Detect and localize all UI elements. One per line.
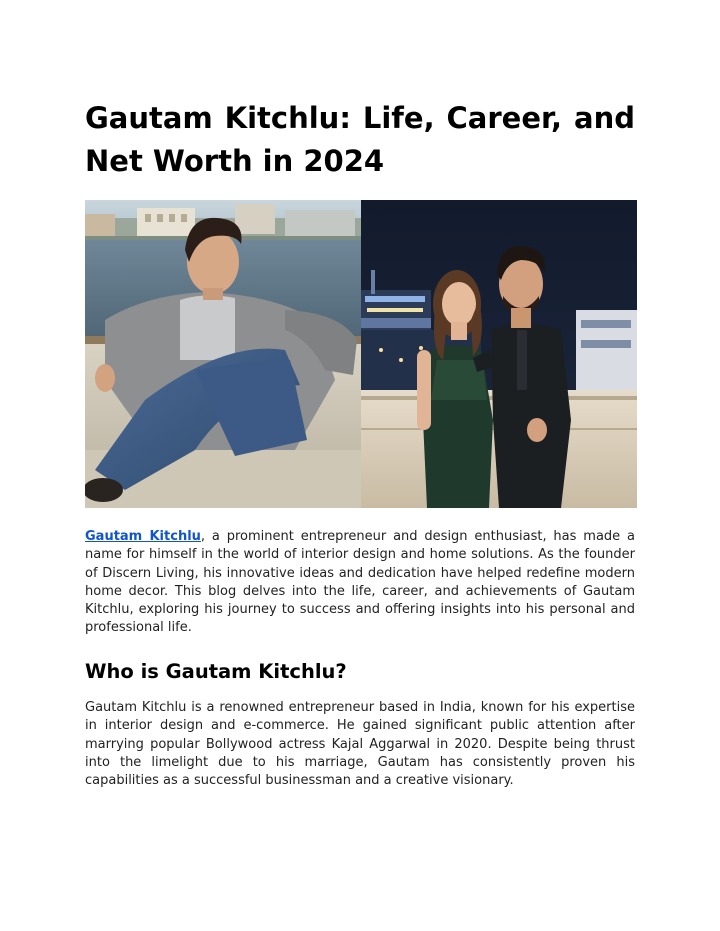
article-title: Gautam Kitchlu: Life, Career, and Net Worth in 2024 [85, 101, 635, 178]
section-heading-who-is: Who is Gautam Kitchlu? [85, 660, 347, 683]
photo-couple-at-night [361, 200, 637, 508]
section-body-who-is: Gautam Kitchlu is a renowned entrepreneur based in India, known for his expertise in interior design and e-commerce. He gained significant public attention after marrying popular Bollywood actress Kajal Aggarwal in 2020. Despite being thrust into the limelight due to his marriage, Gautam has consistently proven his capabilities as a successful businessman and a creative visionary. [85, 700, 635, 789]
gautam-kitchlu-link[interactable]: Gautam Kitchlu [85, 529, 201, 544]
intro-paragraph-text: , a prominent entrepreneur and design enthusiast, has made a name for himself in the world of interior design and home solutions. As the founder of Discern Living, his innovative ideas and dedication have helped redefine modern home decor. This blog delves into the life, career, and achievements of Gautam Kitchlu, exploring his journey to success and offering insights into his personal and professional life. [85, 529, 635, 636]
intro-paragraph [85, 528, 635, 638]
hero-image-collage [85, 200, 637, 508]
photo-man-on-boat [85, 200, 361, 508]
